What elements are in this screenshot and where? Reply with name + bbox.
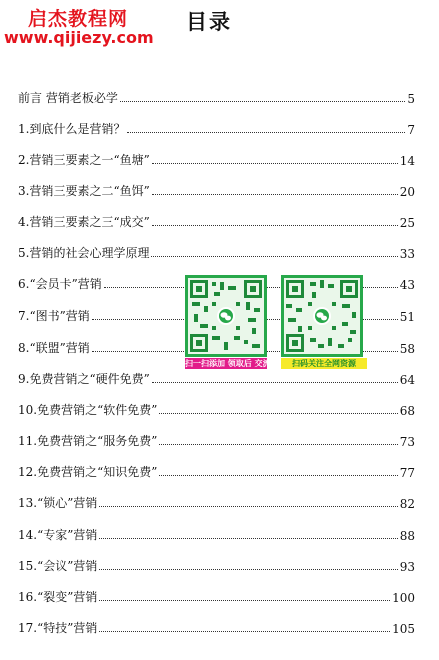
toc-entry[interactable] bbox=[18, 241, 415, 261]
toc-leader-dots bbox=[127, 131, 405, 133]
toc-entry-title: 17.“特技”营销 bbox=[18, 621, 98, 635]
toc-entry-page: 68 bbox=[399, 404, 415, 418]
toc-entry-page: 64 bbox=[399, 373, 415, 387]
toc-leader-dots bbox=[120, 100, 406, 102]
qr-left-caption: 扫一扫添加 领取后 交流群 bbox=[185, 359, 279, 368]
qr-code-left[interactable] bbox=[185, 275, 267, 357]
toc-leader-dots bbox=[152, 162, 398, 164]
toc-entry[interactable] bbox=[18, 429, 415, 449]
watermark-site-name: 启杰教程网 bbox=[28, 8, 129, 30]
toc-entry-page: 5 bbox=[407, 92, 415, 106]
qr-right-caption: 扫码关注全网资源 bbox=[281, 358, 367, 369]
toc-entry-page: 73 bbox=[399, 435, 415, 449]
toc-entry-title: 11.免费营销之“服务免费” bbox=[18, 434, 158, 448]
toc-entry-title: 9.免费营销之“硬件免费” bbox=[18, 372, 150, 386]
toc-entry[interactable] bbox=[18, 367, 415, 387]
toc-entry-title: 8.“联盟”营销 bbox=[18, 341, 90, 355]
toc-entry-title: 7.“图书”营销 bbox=[18, 309, 90, 323]
toc-entry-page: 33 bbox=[399, 247, 415, 261]
toc-entry[interactable] bbox=[18, 86, 415, 106]
toc-entry-page: 20 bbox=[399, 185, 415, 199]
watermark-site-url: www.qijiezy.com bbox=[4, 28, 154, 47]
qr-code-icon bbox=[284, 278, 360, 354]
toc-entry-page: 77 bbox=[399, 466, 415, 480]
toc-entry-page: 100 bbox=[392, 591, 415, 605]
toc-entry-page: 14 bbox=[399, 154, 415, 168]
toc-entry-page: 88 bbox=[399, 529, 415, 543]
toc-leader-dots bbox=[159, 474, 397, 476]
toc-leader-dots bbox=[99, 599, 390, 601]
toc-entry[interactable] bbox=[18, 585, 415, 605]
toc-leader-dots bbox=[159, 443, 397, 445]
toc-leader-dots bbox=[99, 505, 397, 507]
page-title: 目录 bbox=[186, 10, 232, 34]
toc-entry-page: 25 bbox=[399, 216, 415, 230]
toc-entry-page: 93 bbox=[399, 560, 415, 574]
toc-entry-title: 前言 营销老板必学 bbox=[18, 91, 118, 105]
toc-entry-page: 105 bbox=[392, 622, 415, 636]
toc-leader-dots bbox=[99, 537, 397, 539]
toc-entry-title: 3.营销三要素之二“鱼饵” bbox=[18, 184, 150, 198]
toc-leader-dots bbox=[159, 412, 397, 414]
toc-entry-title: 10.免费营销之“软件免费” bbox=[18, 403, 158, 417]
toc-entry[interactable] bbox=[18, 491, 415, 511]
toc-entry[interactable] bbox=[18, 210, 415, 230]
toc-leader-dots bbox=[99, 568, 397, 570]
toc-leader-dots bbox=[99, 630, 390, 632]
toc-entry-page: 43 bbox=[399, 278, 415, 292]
toc-entry-title: 4.营销三要素之三“成交” bbox=[18, 215, 150, 229]
qr-code-right[interactable] bbox=[281, 275, 363, 357]
toc-entry-page: 51 bbox=[399, 310, 415, 324]
toc-entry-title: 5.营销的社会心理学原理 bbox=[18, 246, 150, 260]
toc-entry[interactable] bbox=[18, 148, 415, 168]
toc-leader-dots bbox=[152, 193, 398, 195]
toc-entry-title: 16.“裂变”营销 bbox=[18, 590, 98, 604]
toc-leader-dots bbox=[152, 224, 398, 226]
toc-entry-title: 12.免费营销之“知识免费” bbox=[18, 465, 158, 479]
toc-entry-title: 13.“锁心”营销 bbox=[18, 496, 98, 510]
toc-entry-title: 14.“专家”营销 bbox=[18, 528, 98, 542]
toc-entry[interactable] bbox=[18, 460, 415, 480]
toc-entry[interactable] bbox=[18, 179, 415, 199]
toc-entry[interactable] bbox=[18, 616, 415, 636]
toc-entry-title: 2.营销三要素之一“鱼塘” bbox=[18, 153, 150, 167]
toc-entry-title: 6.“会员卡”营销 bbox=[18, 277, 102, 291]
toc-entry[interactable] bbox=[18, 523, 415, 543]
toc-entry-page: 7 bbox=[407, 123, 415, 137]
qr-code-icon bbox=[188, 278, 264, 354]
toc-entry-page: 82 bbox=[399, 497, 415, 511]
toc-entry-page: 58 bbox=[399, 342, 415, 356]
toc-entry[interactable] bbox=[18, 117, 415, 137]
toc-entry-title: 15.“会议”营销 bbox=[18, 559, 98, 573]
toc-entry-title: 1.到底什么是营销？ bbox=[18, 122, 126, 136]
toc-leader-dots bbox=[152, 381, 398, 383]
toc-entry[interactable] bbox=[18, 554, 415, 574]
toc-entry[interactable] bbox=[18, 398, 415, 418]
toc-leader-dots bbox=[151, 255, 397, 257]
